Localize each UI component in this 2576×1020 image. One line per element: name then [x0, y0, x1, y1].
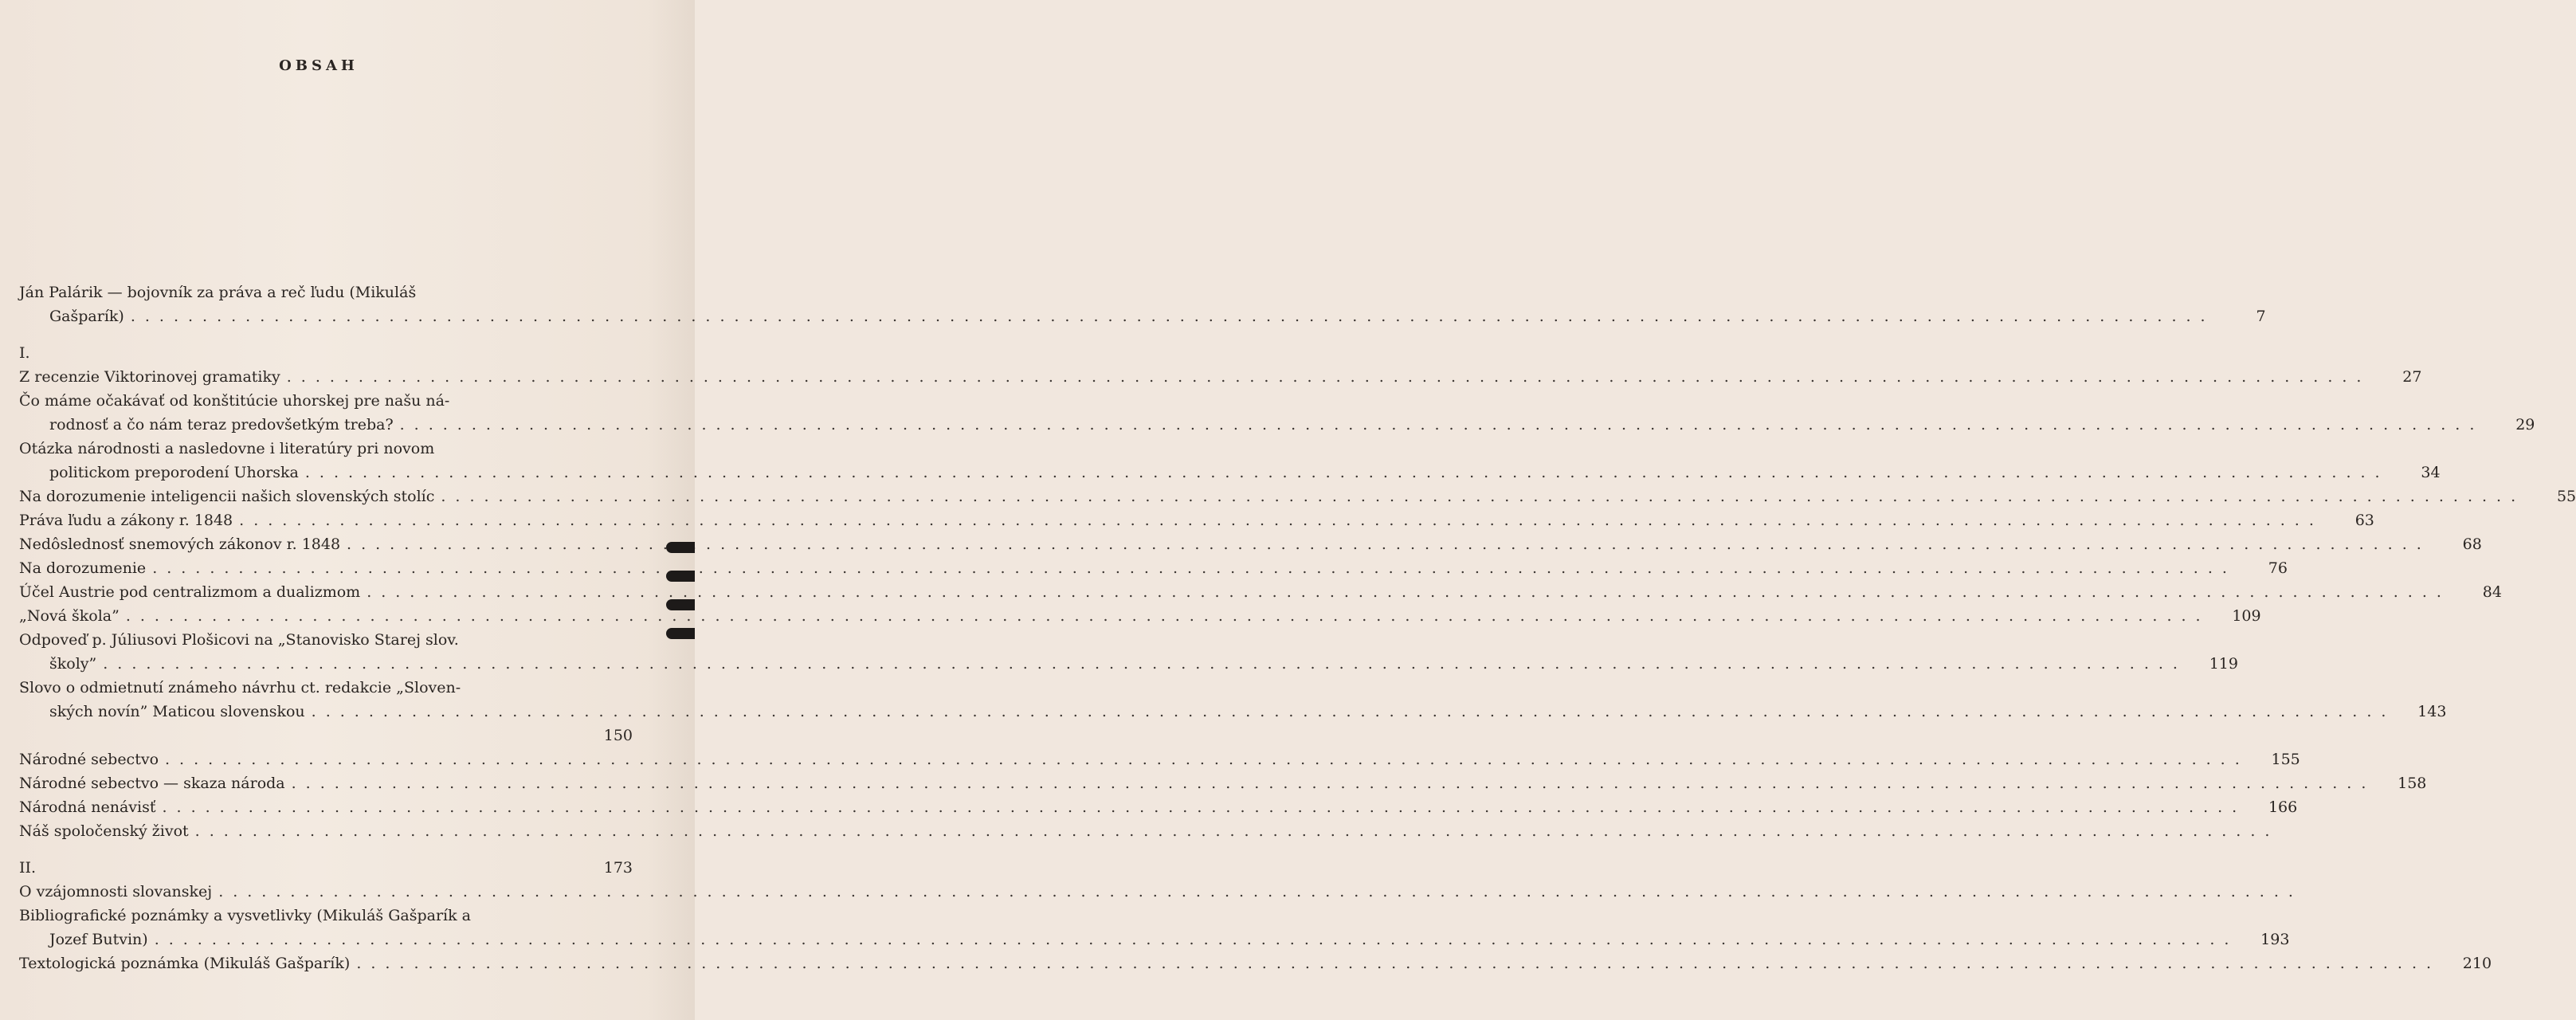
toc-line: [19, 928, 2290, 951]
toc-entry-text: Národná nenávisť: [19, 798, 156, 816]
toc-entry-text: Textologická poznámka (Mikuláš Gašparík): [19, 955, 351, 972]
orphan-page-number: [19, 724, 633, 747]
toc-line: [19, 747, 2300, 771]
page-number: 143: [2417, 703, 2447, 720]
page-number: 193: [2260, 931, 2290, 948]
binder-ring: [666, 599, 695, 610]
page-number: 166: [2268, 798, 2298, 816]
toc-entry-text: Jozef Butvin): [49, 931, 148, 948]
toc-entry: [19, 628, 2238, 676]
dot-leader: [400, 413, 2484, 437]
dot-leader: [195, 819, 2280, 843]
toc-entry: [19, 880, 633, 904]
page-number: 29: [2515, 416, 2535, 434]
toc-entry-text: „Nová škola”: [19, 607, 120, 625]
page-number: 34: [2421, 464, 2441, 481]
page-number: 63: [2354, 512, 2374, 529]
section-label-1: I.: [19, 344, 30, 362]
toc-line: [19, 604, 2261, 628]
toc-entry: [19, 747, 2300, 771]
toc-line: [19, 951, 2492, 975]
toc-entry-text: Odpoveď p. Júliusovi Plošicovi na „Stanovisko Starej slov.: [19, 631, 459, 649]
toc-entry-text: školy”: [49, 655, 97, 673]
toc-line: [19, 628, 633, 652]
dot-leader: [152, 556, 2237, 580]
toc-entry-text: Národné sebectvo: [19, 751, 159, 768]
dot-leader: [312, 700, 2396, 724]
dot-leader: [239, 508, 2323, 532]
toc-entry: [19, 556, 2288, 580]
binder-ring: [666, 628, 695, 639]
toc-entry: [19, 532, 2482, 556]
dot-leader: [305, 461, 2390, 484]
section-2-entries: [19, 880, 2492, 975]
dot-leader: [155, 928, 2239, 951]
toc-line: [19, 580, 2502, 604]
toc-entry: [19, 604, 2261, 628]
toc-entry-text: Slovo o odmietnutí známeho návrhu ct. redakcie „Sloven-: [19, 679, 461, 696]
toc-entry: [19, 795, 2298, 819]
page-number: 109: [2232, 607, 2261, 625]
page-number: 55: [2556, 488, 2576, 505]
section-label-2-row: [19, 856, 633, 880]
toc-entry-text: Z recenzie Viktorinovej gramatiky: [19, 368, 280, 386]
toc-line: [19, 461, 2441, 484]
toc-line: [19, 700, 2447, 724]
section-label-2: II.: [19, 859, 37, 877]
toc-entry: [19, 580, 2502, 604]
toc-entry: [19, 508, 2374, 532]
toc-entry: [19, 771, 2427, 795]
toc-entry-text: ských novín” Maticou slovenskou: [49, 703, 305, 720]
toc-line: [19, 819, 633, 843]
toc-line: [19, 389, 633, 413]
toc-line: [19, 484, 2576, 508]
toc-entry: [19, 904, 2290, 951]
toc-entry: [19, 819, 633, 843]
toc-entry-text: Účel Austrie pod centralizmom a dualizmom: [19, 583, 361, 601]
dot-leader: [441, 484, 2525, 508]
page-number: 68: [2462, 536, 2482, 553]
toc-entry: [19, 676, 2447, 724]
toc-line: [19, 413, 2535, 437]
toc-entry: [19, 437, 2441, 484]
dot-leader: [218, 880, 2303, 904]
dot-leader: [347, 532, 2431, 556]
toc-entry-text: O vzájomnosti slovanskej: [19, 883, 213, 900]
toc-entry-text: Nedôslednosť snemových zákonov r. 1848: [19, 536, 341, 553]
page-title: OBSAH: [279, 57, 359, 74]
table-of-contents: [19, 280, 2576, 975]
binder-ring: [666, 571, 695, 582]
toc-line: [19, 795, 2298, 819]
toc-entry-text: Národné sebectvo — skaza národa: [19, 775, 285, 792]
dot-leader: [292, 771, 2376, 795]
binder-ring: [666, 542, 695, 553]
toc-entry-text: Náš spoločenský život: [19, 822, 189, 840]
dot-leader: [356, 951, 2441, 975]
page-number: 158: [2398, 775, 2427, 792]
toc-entry-text: Na dorozumenie: [19, 559, 147, 577]
toc-entry-text: Bibliografické poznámky a vysvetlivky (Mikuláš Gašparík a: [19, 907, 472, 924]
toc-line: [19, 304, 2266, 328]
toc-line: [19, 508, 2374, 532]
toc-entry-text: Otázka národnosti a nasledovne i literatúry pri novom: [19, 440, 435, 457]
page-number: 76: [2268, 559, 2288, 577]
toc-entry-intro: [19, 280, 2266, 328]
toc-entry: [19, 951, 2492, 975]
dot-leader: [131, 304, 2215, 328]
page-number: 7: [2256, 308, 2266, 325]
page-number: 210: [2462, 955, 2492, 972]
dot-leader: [126, 604, 2210, 628]
toc-line: [19, 280, 633, 304]
toc-entry-text: Ján Palárik — bojovník za práva a reč ľudu (Mikuláš: [19, 284, 417, 301]
toc-entry-text: Práva ľudu a zákony r. 1848: [19, 512, 233, 529]
toc-entry-text: politickom preporodení Uhorska: [49, 464, 299, 481]
section-1-entries: [19, 365, 2576, 724]
toc-line: [19, 904, 633, 928]
dot-leader: [103, 652, 2187, 676]
toc-entry-text: Gašparík): [49, 308, 124, 325]
toc-line: [19, 676, 633, 700]
toc-line: [19, 365, 2422, 389]
dot-leader: [165, 747, 2249, 771]
toc-line: [19, 880, 633, 904]
toc-entry: [19, 389, 2535, 437]
toc-entry: [19, 365, 2422, 389]
toc-entry-text: Čo máme očakávať od konštitúcie uhorskej pre našu ná-: [19, 392, 450, 410]
toc-entry: [19, 484, 2576, 508]
page-number: 27: [2402, 368, 2422, 386]
toc-entry-text: rodnosť a čo nám teraz predovšetkým treba?: [49, 416, 394, 434]
page-number: 84: [2482, 583, 2502, 601]
toc-line: [19, 532, 2482, 556]
dot-leader: [162, 795, 2246, 819]
section-1-entries-continued: [19, 747, 2427, 843]
toc-line: [19, 652, 2238, 676]
toc-line: [19, 556, 2288, 580]
page-number: 119: [2209, 655, 2238, 673]
page-number: 173: [603, 859, 633, 877]
toc-entry-text: Na dorozumenie inteligencii našich slovenských stolíc: [19, 488, 435, 505]
dot-leader: [287, 365, 2371, 389]
toc-line: [19, 771, 2427, 795]
page-number: 150: [603, 727, 633, 744]
page-number: 155: [2271, 751, 2300, 768]
toc-line: [19, 437, 633, 461]
